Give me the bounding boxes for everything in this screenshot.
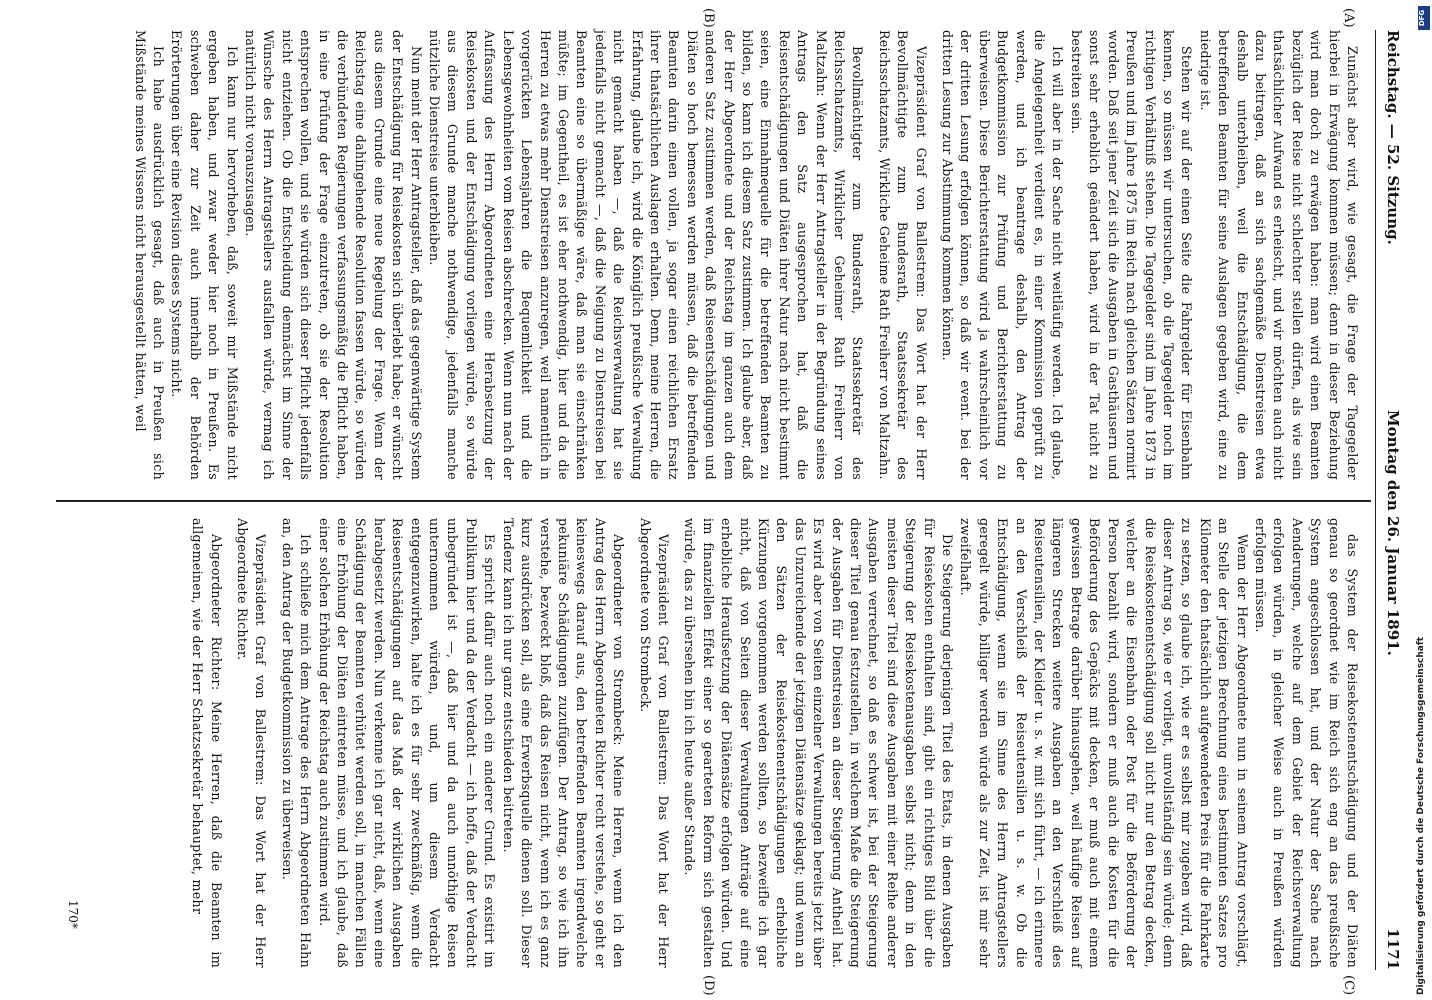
paragraph: Zunächst aber wird, wie gesagt, die Frage der Tagegelder hierbei in Erwägung kommen müssen; denn in dieser Beziehung wird man doch zu erwägen haben: man wird einen Beamten bezüglich der Reise nicht schlechter stellen dürfen, als wie sein thatsächlicher Aufwand es erheischt, und wir möchten auch nicht dazu beitragen, daß an sich sachgemäße Dienstreisen etwa deshalb unterbleiben, weil die Entschädigung, die dem betreffenden Beamten für seine Auslagen gegeben wird, eine zu niedrige ist. [1197, 30, 1360, 480]
paragraph: Wenn der Herr Abgeordnete nun in seinem Antrag vorschlägt, an Stelle der jetzigen Berechnung eines bestimmten Satzes pro Kilometer den thatsächlich aufgewendeten Preis für die Fahrkarte zu setzen, so glaube ich, wie er es selbst mir zugeben wird, daß dieser Antrag so, wie er vorliegt, unvollständig sein würde; denn die Reisekostenentschädigung soll nicht nur den Betrag decken, welcher an die Eisenbahn oder Post für die Beförderung der Person bezahlt wird, sondern er muß auch die Kosten für die Beförderung des Gepäcks mit decken, er muß auch mit einem gewissen Betrage darüber hinausgehen, weil häufige Reisen auf längeren Strecken weitere Ausgaben an den Verschleiß des Reiseutensilien, der Kleider u. s. w. mit sich führt, — ich erinnere an den Verschleiß der Reiseutensilien u. s. w. Ob die Entschädigung, wenn sie im Sinne des Herrn Antragstellers geregelt würde, billiger werden würde als zur Zeit, ist mir sehr zweifelhaft. [958, 518, 1250, 968]
paragraph: Es spricht dafür auch noch ein anderer Grund. Es existirt im Publikum hier und da der Verdacht — ich hoffe, daß der Verdacht unbegründet ist —, daß hier und da auch unnöthige Reisen unternommen würden, und, um diesem Verdacht entgegenzuwirken, halte ich es für sehr zweckmäßig, wenn die Reiseentschädigungen auf das Maß der wirklichen Ausgaben herabgesetzt werden. Nun verkenne ich gar nicht, daß, wenn eine Schädigung der Beamten verhütet werden soll, in manchen Fällen eine Erhöhung der Diäten eintreten müsse, und ich glaube, daß einer solchen Erhöhung der Reichstag auch zustimmen wird. [316, 518, 498, 968]
margin-marker-d: (D) [701, 975, 716, 996]
paragraph: Nun meint der Herr Antragsteller, daß das gegenwärtige System der Entschädigung für Reisekosten sich überlebt habe; er wünscht aus diesem Grunde eine neue Regelung der Frage. Wenn der Reichstag eine dahingehende Resolution fassen würde, so würden die verbündeten Regierungen verfassungsmäßig die Pflicht haben, in eine Prüfung der Frage einzutreten, ob sie der Resolution entsprechen wollen, und sie würden sich dieser Pflicht jedenfalls nicht entziehen. Ob die Entscheidung demnächst im Sinne der Wünsche des Herrn Antragstellers ausfallen würde, vermag ich natürlich nicht vorauszusagen. [243, 30, 424, 480]
left-column [130, 30, 1361, 480]
header-session: Reichstag. — 52. Sitzung. [1384, 30, 1402, 245]
speaker-paragraph: Abgeordneter Richter: Meine Herren, daß die Beamten im allgemeinen, wie der Herr Schatzsekretär behauptet, mehr [190, 518, 224, 968]
dfg-logo-text: DFG [1418, 9, 1427, 27]
speaker-paragraph: Abgeordneter von Strombeck: Meine Herren, wenn ich den Antrag des Herrn Abgeordneten Richter recht verstehe, so geht er keineswegs darauf aus, den betreffenden Beamten irgendwelche pekuniäre Schädigungen zuzufügen. Der Antrag, so wie ich ihn verstehe, bezweckt bloß, daß das Reisen nicht, wenn ich es ganz kurz ausdrücken soll, als eine Erwerbsquelle dienen soll. Dieser Tendenz kann ich nur ganz entschieden beitreten. [500, 518, 627, 968]
speaker-paragraph: Vizepräsident Graf von Ballestrem: Das Wort hat der Herr Bevollmächtigte zum Bundesrath, Staatssekretär des Reichsschatzamts, Wirkliche Geheime Rath Freiherr von Maltzahn. [876, 30, 929, 480]
footnote-number: 170* [66, 900, 80, 929]
paragraph: Stehen wir auf der einen Seite die Fahrgelder für Eisenbahn kennen, so müssen wir untersuchen, ob die Tagegelder noch im richtigen Verhältniß stehen. Die Tagegelder sind im Jahre 1873 in Preußen und im Jahre 1875 im Reich nach gleichen Sätzen normirt worden. Daß seit jener Zeit sich die Ausgaben in Gasthäusern und sonst sehr erheblich geändert haben, wird in der Tat nicht zu bestreiten sein. [1068, 30, 1195, 480]
page-header [1378, 30, 1402, 970]
header-date: Montag den 26. Januar 1891. [1384, 410, 1402, 656]
paragraph: Ich schließe mich dem Antrage des Herrn Abgeordneten Hahn an, den Antrag der Budgetkommission zu überweisen. [279, 518, 314, 968]
page-number: 1171 [1384, 928, 1402, 970]
margin-marker-a: (A) [1341, 8, 1356, 28]
paragraph: das System der Reisekostenentschädigung und der Diäten genau so geordnet wie im Reich sich eng an das preußische System angeschlossen hat, und der Natur der Sache nach Aenderungen, welche auf dem Gebiet der Reichsverwaltung erfolgen würden, in gleicher Weise auch in Preußen würden erfolgen müssen. [1252, 518, 1360, 968]
dfg-logo [1418, 6, 1430, 30]
speaker-paragraph: Vizepräsident Graf von Ballestrem: Das Wort hat der Herr Abgeordnete Richter. [235, 518, 269, 968]
margin-marker-b: (B) [701, 8, 716, 28]
paragraph: Ich will aber in der Sache nicht weitläufig werden. Ich glaube, die Angelegenheit verdient es, in einer Kommission geprüft zu werden, und ich beantrage deshalb, den Antrag der Budgetkommission zur Prüfung und Berichterstattung zu überweisen. Diese Berichterstattung wird ja wahrscheinlich vor der dritten Lesung erfolgen können, so daß wir event. bei der dritten Lesung zur Abstimmung kommen können. [940, 30, 1066, 480]
paragraph: Die Steigerung derjenigen Titel des Etats, in denen Ausgaben für Reisekosten enthalten sind, gibt ein richtiges Bild über die Steigerung der Reisekostenausgaben selbst nicht; denn in den meisten dieser Titel sind diese Ausgaben mit einer Reihe anderer Ausgaben verrechnet, so daß es schwer ist, bei der Steigerung dieser Titel genau festzustellen, in welchem Maße die Steigerung der Ausgaben für Dienstreisen an dieser Steigerung Antheil hat. Es wird aber von Seiten einzelner Verwaltungen bereits jetzt über das Unzureichende der jetzigen Diätensätze geklagt; und wenn an den Sätzen der Reisekostenentschädigungen erhebliche Kürzungen vorgenommen werden sollten, so bezweifle ich gar nicht, daß von Seiten dieser Verwaltungen Anträge auf eine erhebliche Heraufsetzung der Diätensätze erfolgen würden. Und im finanziellen Effekt einer so gearteten Reform sich gestalten würde, das zu übersehen bin ich heute außer Stande. [682, 518, 956, 968]
right-column [188, 518, 1361, 968]
paragraph: Ich kann nur hervorheben, daß, soweit mir Mißstände nicht ergeben haben, und zwar weder hier noch in Preußen. Es schweben daher zur Zeit auch innerhalb der Behörden Erörterungen über eine Revision dieses Systems nicht. [169, 30, 240, 480]
header-rule [1375, 30, 1376, 970]
column-divider [56, 500, 1371, 502]
digitization-caption: Digitalisierung gefördert durch die Deutsche Forschungsgemeinschaft [1416, 636, 1426, 995]
paragraph: Ich habe ausdrücklich gesagt, daß auch in Preußen sich Mißstände meines Wissens nicht herausgestellt hätten, weil [132, 30, 166, 480]
speaker-paragraph: Vizepräsident Graf von Ballestrem: Das Wort hat der Herr Abgeordnete von Strombeck. [637, 518, 671, 968]
speaker-paragraph: Bevollmächtigter zum Bundesrath, Staatssekretär des Reichsschatzamts, Wirklicher Geheimer Rath Freiherr von Maltzahn: Wenn der Herr Antragsteller in der Begründung seines Antrags den Satz ausgesprochen hat, daß die Reisentschädigungen und Diäten ihrer Natur nach nicht bestimmt seien, eine Einnahmequelle für die betreffenden Beamten zu bilden, so kann ich diesem Satz zustimmen. Ich glaube aber, daß der Herr Abgeordnete und der Reichstag im ganzen auch dem anderen Satz zustimmen werden, daß Reiseentschädigungen und Diäten so hoch bemessen werden müssen, daß die betreffenden Beamten darin einen vollen, ja sogar einen reichlichen Ersatz ihrer thatsächlichen Auslagen erhalten. Denn, meine Herren, die Erfahrung, glaube ich, wird die Königlich preußische Verwaltung nicht gemacht haben —, daß die Reichsverwaltung hat sie jedenfalls nicht gemacht —, daß die Neigung zu Dienstreisen bei Beamten eine so übermäßige wäre, daß man sie einschränken müßte; im Gegentheil, es ist eher nothwendig, hier und da die Herren zu etwas mehr Dienstreisen anzuregen, weil namentlich in vorgerückten Lebensjahren die Bequemlichkeit und die Lebensgewohnheiten vom Reisen abschrecken. Wenn nun nach der Auffassung des Herrn Abgeordneten eine Herabsetzung der Reisekosten und der Entschädigung vorliegen würde, so würde aus diesem Grunde manche nothwendige, jedenfalls manche nützliche Dienstreise unterbleiben. [427, 30, 866, 480]
margin-marker-c: (C) [1341, 975, 1356, 996]
rotated-page-frame [16, 0, 1416, 1000]
